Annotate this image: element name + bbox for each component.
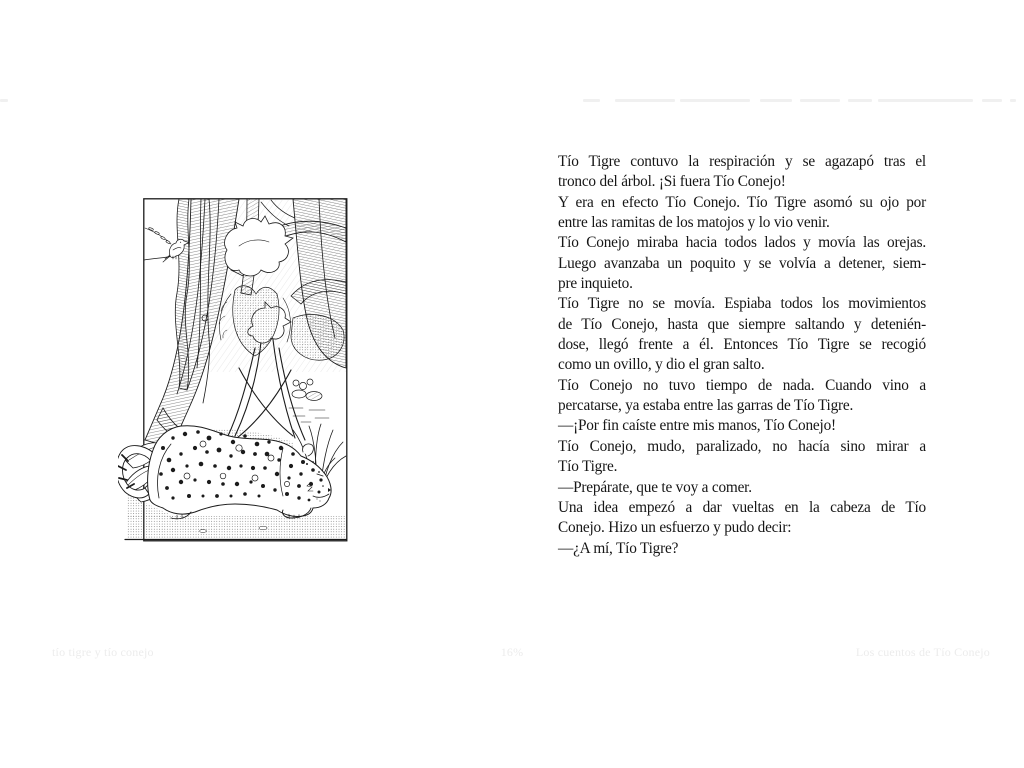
text-line: como un ovillo, y dio el gran salto. [558,356,765,374]
text-line: Luego avanzaba un poquito y se volvía a detener, siem- [558,254,926,272]
text-line: Tío Tigre no se movía. Espiaba todos los movimientos [558,295,926,313]
text-line: —¿A mí, Tío Tigre? [558,539,679,557]
text-line: Tío Tigre contuvo la respiración y se agazapó tras el [558,153,926,170]
story-text [558,152,926,559]
text-line: Conejo. Hizo un esfuerzo y pudo decir: [558,519,792,537]
text-line: Y era en efecto Tío Conejo. Tío Tigre asomó su ojo por [558,193,926,211]
text-line: pre inquieto. [558,275,633,293]
running-footer-book-title: tío tigre y tío conejo [52,645,154,659]
jungle-jaguar-illustration [118,198,348,543]
text-line: Una idea empezó a dar vueltas en la cabeza de Tío [558,498,926,516]
text-line: Tío Conejo miraba hacia todos lados y movía las orejas. [558,234,926,252]
text-line: de Tío Conejo, hasta que siempre saltando y detenién- [558,315,926,333]
text-line: percatarse, ya estaba entre las garras de Tío Tigre. [558,397,854,415]
text-line: —¡Por fin caíste entre mis manos, Tío Conejo! [558,417,836,435]
illustration-frame [118,198,348,543]
running-footer-chapter-title: Los cuentos de Tío Conejo [855,645,990,659]
text-line: Tío Conejo no tuvo tiempo de nada. Cuando vino a [558,376,926,394]
text-line: Tío Tigre. [558,458,618,476]
text-line: —Prepárate, que te voy a comer. [558,478,752,496]
text-line: Tío Conejo, mudo, paralizado, no hacía sino mirar a [558,437,926,455]
text-line: entre las ramitas de los matojos y lo vio venir. [558,214,830,232]
text-line: dose, llegó frente a él. Entonces Tío Tigre se recogió [558,336,926,354]
reading-progress: 16% [500,645,524,659]
text-line: tronco del árbol. ¡Si fuera Tío Conejo! [558,173,786,191]
